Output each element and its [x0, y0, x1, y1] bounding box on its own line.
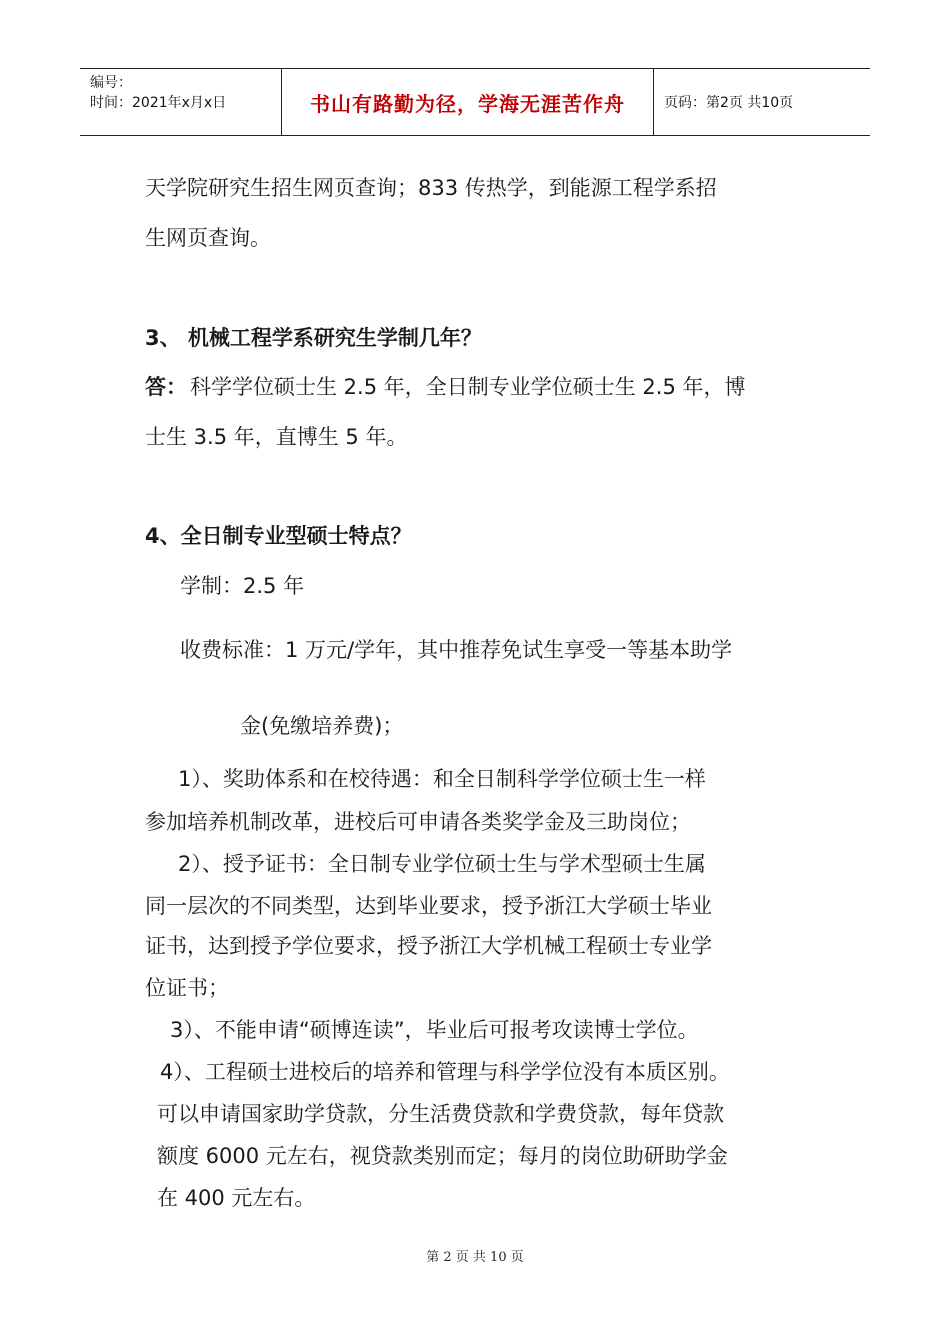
paragraph-line: 证书，达到授予学位要求，授予浙江大学机械工程硕士专业学 [145, 934, 712, 958]
header-number: 编号： [90, 75, 132, 91]
paragraph-line: 学制：2.5 年 [180, 574, 305, 598]
paragraph-line: 额度 6000 元左右，视贷款类别而定；每月的岗位助研助学金 [157, 1144, 728, 1168]
paragraph-line: 收费标准：1 万元/学年，其中推荐免试生享受一等基本助学 [180, 638, 733, 662]
header-motto: 书山有路勤为径，学海无涯苦作舟 [310, 91, 625, 116]
page-footer: 第 2 页 共 10 页 [426, 1250, 524, 1265]
paragraph-line: 参加培养机制改革，进校后可申请各类奖学金及三助岗位； [145, 810, 691, 834]
paragraph-line: 位证书； [145, 976, 229, 1000]
paragraph-line: 生网页查询。 [145, 226, 271, 250]
paragraph-line: 可以申请国家助学贷款，分生活费贷款和学费贷款，每年贷款 [157, 1102, 724, 1126]
question-heading-4: 4、全日制专业型硕士特点？ [145, 524, 412, 548]
question-heading-3: 3、 机械工程学系研究生学制几年？ [145, 326, 482, 350]
paragraph-line: 科学学位硕士生 2.5 年，全日制专业学位硕士生 2.5 年，博 [190, 375, 746, 399]
paragraph-line: 金(免缴培养费)； [240, 714, 404, 738]
list-item: 4）、工程硕士进校后的培养和管理与科学学位没有本质区别。 [160, 1060, 730, 1084]
list-item: 3）、不能申请“硕博连读”，毕业后可报考攻读博士学位。 [170, 1018, 699, 1042]
list-item: 1）、奖助体系和在校待遇：和全日制科学学位硕士生一样 [178, 767, 706, 791]
paragraph-line: 同一层次的不同类型，达到毕业要求，授予浙江大学硕士毕业 [145, 894, 712, 918]
header-info-cell [80, 69, 282, 135]
paragraph-line: 天学院研究生招生网页查询；833 传热学，到能源工程学系招 [145, 176, 717, 200]
header-motto-cell [282, 69, 654, 135]
header-page-info: 页码：第2页 共10页 [664, 95, 794, 111]
paragraph-line: 士生 3.5 年，直博生 5 年。 [145, 425, 408, 449]
paragraph-line: 在 400 元左右。 [157, 1186, 316, 1210]
list-item: 2）、授予证书：全日制专业学位硕士生与学术型硕士生属 [178, 852, 706, 876]
header-time: 时间：2021年x月x日 [90, 95, 227, 111]
header-page-cell [654, 69, 870, 135]
page-header [80, 68, 870, 136]
answer-label: 答： [145, 375, 187, 399]
